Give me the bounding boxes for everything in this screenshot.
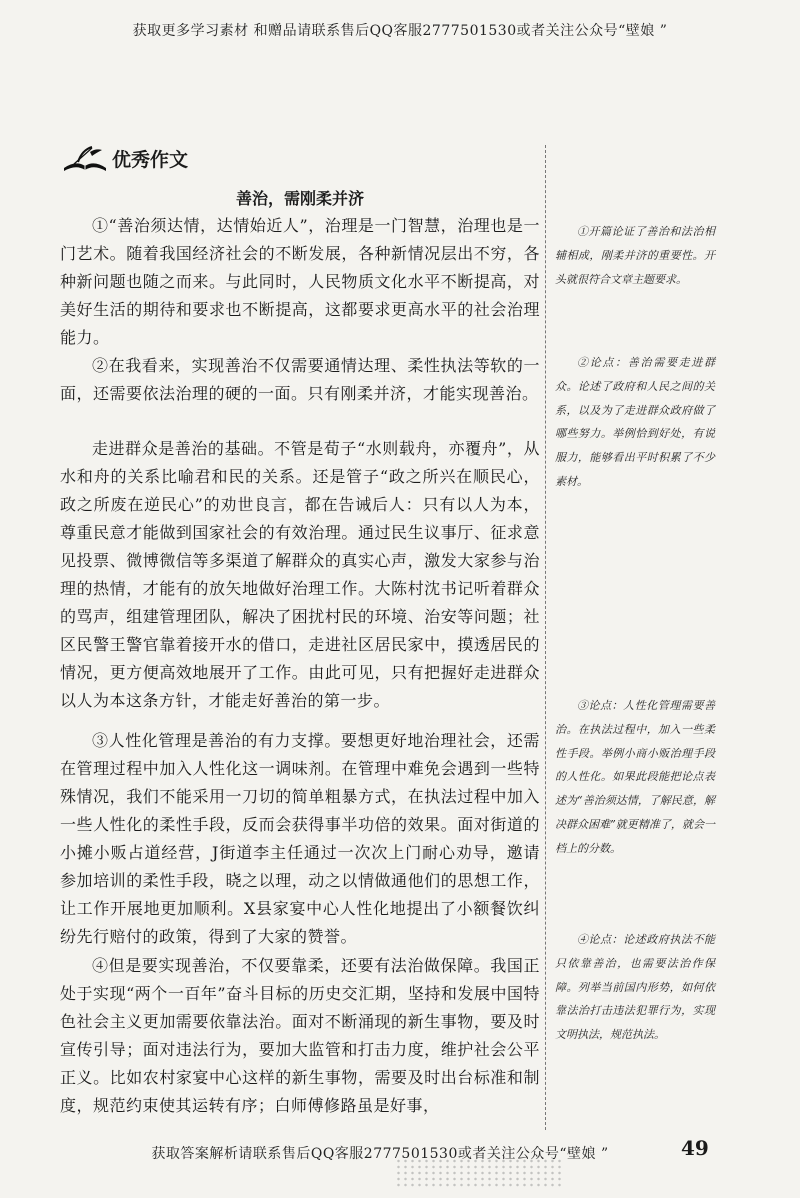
- section-heading: [62, 143, 188, 173]
- essay-title: 善治，需刚柔并济: [235, 189, 364, 208]
- page-number: 49: [681, 1136, 709, 1160]
- essay-paragraph: ③人性化管理是善治的有力支撑。要想更好地治理社会，还需在管理过程中加入人性化这一调味剂。在管理中难免会遇到一些特殊情况，我们不能采用一刀切的简单粗暴方式，在执法过程中加入一些人性化的柔性手段，反而会获得事半功倍的效果。面对街道的小摊小贩占道经营，J街道李主任通过一次次上门耐心劝导，邀请参加培训的柔性手段，晓之以理，动之以情做通他们的思想工作，让工作开展地更加顺利。X县家宴中心人性化地提出了小额餐饮纠纷先行赔付的政策，得到了大家的赞誉。: [60, 731, 540, 946]
- section-title: 优秀作文: [112, 148, 189, 171]
- header-promo-note: 获取更多学习素材 和赠品请联系售后QQ客服2777501530或者关注公众号“壁娘 ”: [132, 23, 668, 39]
- open-book-icon: [62, 144, 108, 172]
- essay-paragraph: ④但是要实现善治，不仅要靠柔，还要有法治做保障。我国正处于实现“两个一百年”奋斗目标的历史交汇期，坚持和发展中国特色社会主义更加需要依靠法治。面对不断涌现的新生事物，要及时宣传引导；面对违法行为，要加大监管和打击力度，维护社会公平正义。比如农村家宴中心这样的新生事物，需要及时出台标准和制度，规范约束使其运转有序；白师傅修路虽是好事，: [60, 956, 540, 1115]
- essay-paragraph: 走进群众是善治的基础。不管是荀子“水则载舟，亦覆舟”，从水和舟的关系比喻君和民的关系。还是管子“政之所兴在顺民心，政之所废在逆民心”的劝世良言，都在告诫后人：只有以人为本，尊重民意才能做到国家社会的有效治理。通过民生议事厅、征求意见投票、微博微信等多渠道了解群众的真实心声，激发大家参与治理的热情，才能有的放矢地做好治理工作。大陈村沈书记听着群众的骂声，组建管理团队，解决了困扰村民的环境、治安等问题；社区民警王警官靠着接开水的借口，走进社区居民家中，摸透居民的情况，更方便高效地展开了工作。由此可见，只有把握好走进群众以人为本这条方针，才能走好善治的第一步。: [60, 439, 540, 710]
- essay-paragraph: ②在我看来，实现善治不仅需要通情达理、柔性执法等软的一面，还需要依法治理的硬的一面。只有刚柔并济，才能实现善治。: [60, 356, 540, 403]
- margin-annotation: ②论点：善治需要走进群众。论述了政府和人民之间的关系，以及为了走进群众政府做了哪些努力。举例恰到好处，有说服力，能够看出平时积累了不少素材。: [555, 356, 715, 488]
- margin-annotation: ④论点：论述政府执法不能只依靠善治，也需要法治作保障。列举当前国内形势，如何依靠法治打击违法犯罪行为，实现文明执法，规范执法。: [555, 933, 715, 1042]
- essay-paragraph: ①“善治须达情，达情始近人”，治理是一门智慧，治理也是一门艺术。随着我国经济社会的不断发展，各种新情况层出不穷，各种新问题也随之而来。与此同时，人民物质文化水平不断提高，对美好生活的期待和要求也不断提高，这都要求更高水平的社会治理能力。: [60, 216, 540, 347]
- margin-annotation: ③论点：人性化管理需要善治。在执法过程中，加入一些柔性手段。举例小商小贩治理手段的人性化。如果此段能把论点表述为“善治须达情，了解民意，解决群众困难”就更精准了，就会一档上的分数。: [555, 699, 715, 855]
- footer-promo-note: 获取答案解析请联系售后QQ客服2777501530或者关注公众号“壁娘 ”: [151, 1146, 609, 1162]
- scan-noise: [395, 1158, 565, 1188]
- margin-annotation: ①开篇论证了善治和法治相辅相成，刚柔并济的重要性。开头就很符合文章主题要求。: [555, 225, 715, 286]
- margin-divider: [545, 145, 546, 1130]
